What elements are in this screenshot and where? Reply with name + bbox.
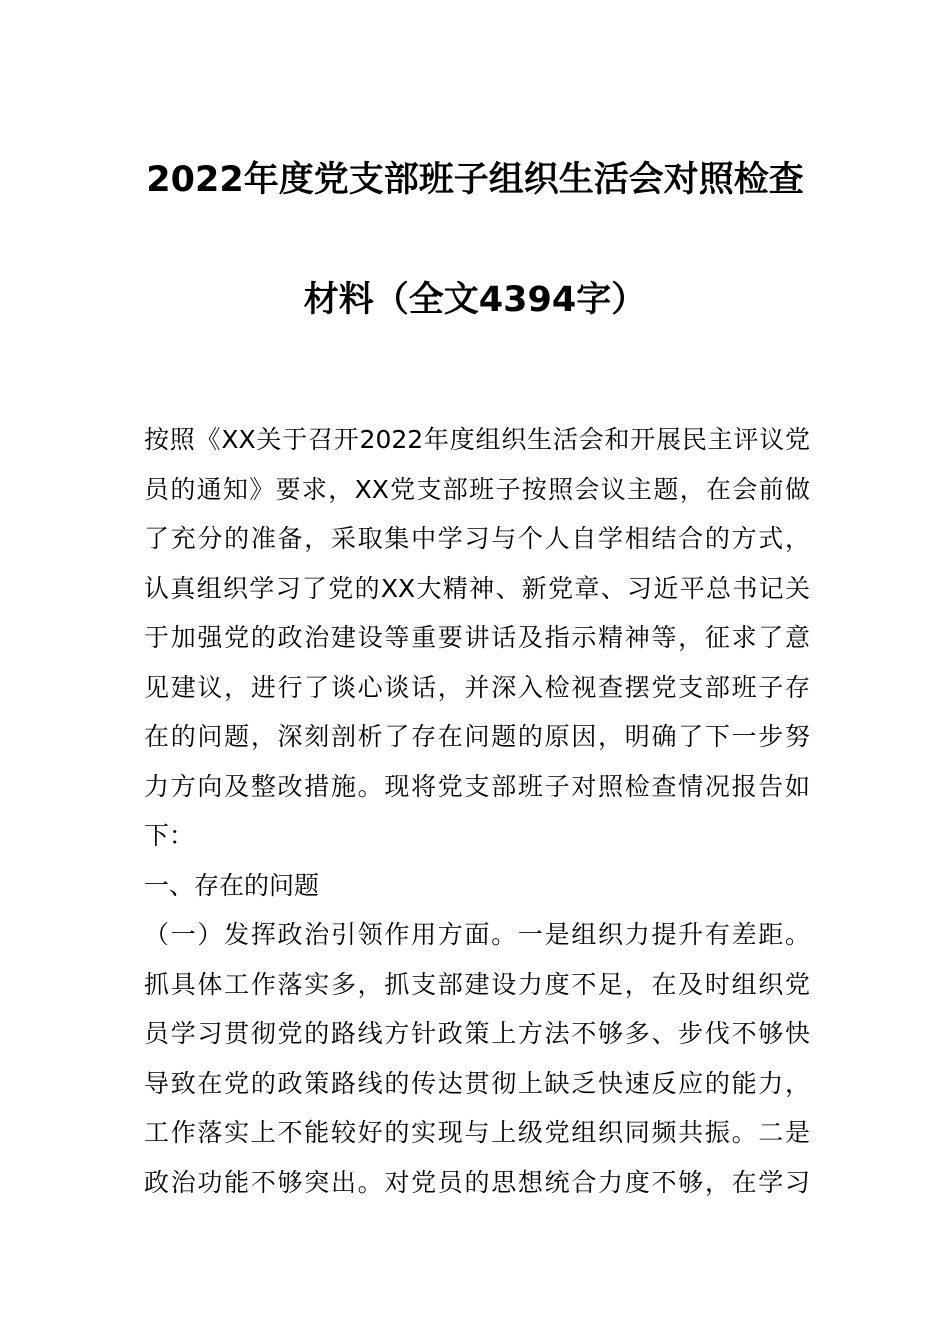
document-title-line-2: 材料（全文4394字） xyxy=(303,280,647,320)
body-line: （一）发挥政治引领作用方面。一是组织力提升有差距。 xyxy=(144,920,810,949)
body-line: 力方向及整改措施。现将党支部班子对照检查情况报告如 xyxy=(144,771,810,801)
body-line: 在的问题，深刻剖析了存在问题的原因，明确了下一步努 xyxy=(144,722,810,751)
section-heading: 一、存在的问题 xyxy=(144,870,320,900)
body-line: 见建议，进行了谈心谈话，并深入检视查摆党支部班子存 xyxy=(144,672,810,702)
body-line: 政治功能不够突出。对党员的思想统合力度不够，在学习 xyxy=(144,1167,810,1197)
body-line: 于加强党的政治建设等重要讲话及指示精神等，征求了意 xyxy=(144,623,810,652)
body-line: 认真组织学习了党的XX大精神、新党章、习近平总书记关 xyxy=(144,573,810,603)
body-line: 导致在党的政策路线的传达贯彻上缺乏快速反应的能力， xyxy=(144,1068,810,1098)
body-line: 按照《XX关于召开2022年度组织生活会和开展民主评议党 xyxy=(144,425,810,454)
body-line: 员学习贯彻党的路线方针政策上方法不够多、步伐不够快 xyxy=(144,1019,810,1048)
document-title-line-1: 2022年度党支部班子组织生活会对照检查 xyxy=(146,160,804,200)
body-line: 下： xyxy=(144,821,195,850)
body-line: 工作落实上不能较好的实现与上级党组织同频共振。二是 xyxy=(144,1118,810,1147)
document-body xyxy=(144,415,810,1207)
body-line: 抓具体工作落实多，抓支部建设力度不足，在及时组织党 xyxy=(144,969,810,999)
body-line: 了充分的准备，采取集中学习与个人自学相结合的方式， xyxy=(144,524,810,553)
body-line: 员的通知》要求，XX党支部班子按照会议主题，在会前做 xyxy=(144,474,810,504)
